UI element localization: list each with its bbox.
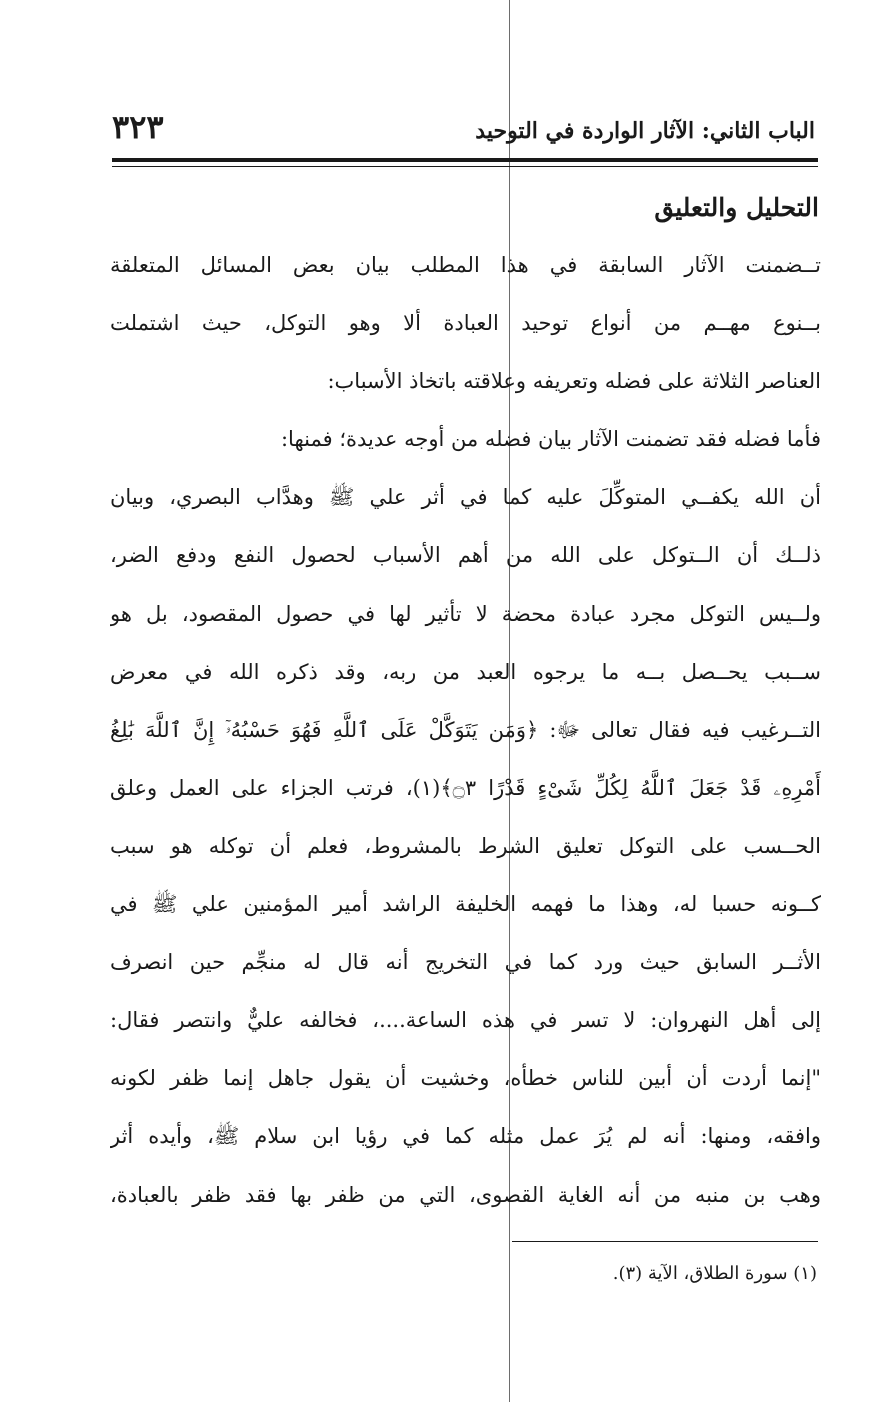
body-line: ذلــك أن الــتوكل على الله من أهم الأسباب لحصول النفع ودفع الضر،	[110, 543, 821, 568]
body-line: أن الله يكفــي المتوكِّلَ عليه كما في أثر علي ﷺ وهدَّاب البصري، وبيان	[110, 485, 821, 510]
section-heading: التحليل والتعليق	[654, 193, 819, 222]
body-line: أَمْرِهِۦ قَدْ جَعَلَ ٱللَّهُ لِكُلِّ شَىْءٍ قَدْرًا ۝٣﴾(١)، فرتب الجزاء على العمل وعلق	[110, 775, 821, 800]
body-line: العناصر الثلاثة على فضله وتعريفه وعلاقته باتخاذ الأسباب:	[327, 369, 821, 394]
body-text	[110, 236, 821, 1224]
body-line: بــنوع مهــم من أنواع توحيد العبادة ألا وهو التوكل، حيث اشتملت	[110, 311, 821, 336]
body-line: فأما فضله فقد تضمنت الآثار بيان فضله من أوجه عديدة؛ فمنها:	[280, 427, 821, 452]
body-line: ولــيس التوكل مجرد عبادة محضة لا تأثير لها في حصول المقصود، بل هو	[110, 601, 821, 626]
body-line: ســبب يحــصل بــه ما يرجوه العبد من ربه، وقد ذكره الله في معرض	[110, 659, 821, 684]
body-line: وافقه، ومنها: أنه لم يُرَ عمل مثله كما في رؤيا ابن سلام ﷺ، وأيده أثر	[110, 1124, 821, 1149]
body-line: الحــسب على التوكل تعليق الشرط بالمشروط، فعلم أن توكله هو سبب	[110, 833, 821, 858]
body-line: تــضمنت الآثار السابقة في هذا المطلب بيان بعض المسائل المتعلقة	[110, 253, 821, 277]
body-line: التــرغيب فيه فقال تعالى ﷻ: ﴿وَمَن يَتَوَكَّلْ عَلَى ٱللَّهِ فَهُوَ حَسْبُهُۥٓ إِنَّ ٱللَّهَ بَٰلِغُ	[110, 717, 821, 742]
body-line: "إنما أردت أن أبين للناس خطأه، وخشيت أن يقول جاهل إنما ظفر لكونه	[110, 1066, 821, 1091]
running-header-title: الباب الثاني: الآثار الواردة في التوحيد	[475, 118, 815, 144]
body-line: وهب بن منبه من أنه الغاية القصوى، التي من ظفر بها فقد ظفر بالعبادة،	[110, 1182, 821, 1207]
body-line: إلى أهل النهروان: لا تسر في هذه الساعة....، فخالفه عليٌّ وانتصر فقال:	[110, 1008, 821, 1033]
body-line: الأثــر السابق حيث ورد كما في التخريج أنه قال له منجِّم حين انصرف	[110, 950, 821, 975]
header-rule-thin	[112, 166, 818, 167]
header-rule-thick	[112, 158, 818, 162]
footnote-separator	[512, 1241, 818, 1242]
body-line: كــونه حسبا له، وهذا ما فهمه الخليفة الراشد أمير المؤمنين علي ﷺ في	[110, 892, 821, 917]
page-number: ٣٢٣	[112, 108, 164, 146]
footnote: (١) سورة الطلاق، الآية (٣).	[612, 1263, 817, 1284]
